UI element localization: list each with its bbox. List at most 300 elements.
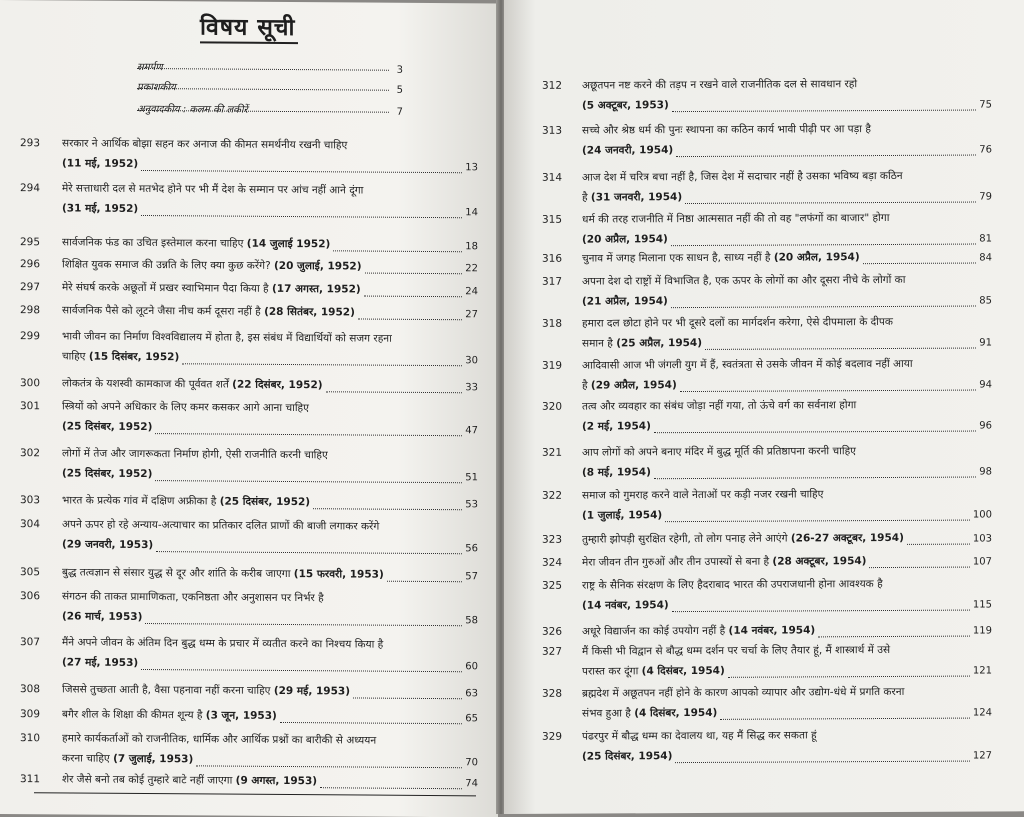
entry-date: (26 मार्च, 1953) <box>62 610 143 623</box>
leader-dots <box>676 155 976 158</box>
entry-date: (25 अप्रैल, 1954) <box>616 336 703 350</box>
entry-date: (4 दिसंबर, 1954) <box>641 664 725 678</box>
entry-line-text: समाज को गुमराह करने वाले नेताओं पर कड़ी नजर रखनी चाहिए <box>582 488 824 502</box>
entry-line-text: आज देश में चरित्र बचा नहीं है, जिस देश में सदाचार नहीं है उसका भविष्य बड़ा कठिन <box>582 169 903 184</box>
entry-date: (25 दिसंबर, 1952) <box>219 495 311 509</box>
entry-text <box>62 494 478 511</box>
leader-dots <box>685 202 976 205</box>
entry-line-text <box>62 610 142 623</box>
entry-last-line <box>62 683 478 700</box>
entry-text <box>582 315 992 351</box>
entry-number: 314 <box>542 171 563 184</box>
leader-dots <box>145 623 462 626</box>
entry-last-line <box>582 464 992 480</box>
entry-line-text: चाहिए (15 दिसंबर, 1952) <box>62 350 180 364</box>
entry-text <box>62 377 478 394</box>
entry-line-text: संगठन की ताकत प्रामाणिकता, एकनिष्ठता और अनुशासन पर निर्भर है <box>62 590 324 605</box>
entry-line-text: है (31 जनवरी, 1954) <box>582 191 683 204</box>
entry-number: 305 <box>20 566 41 579</box>
entry-date: (20 अप्रैल, 1954) <box>773 251 860 264</box>
entry-last-line <box>582 377 992 393</box>
leader-dots <box>869 567 969 569</box>
front-matter-item <box>137 79 403 97</box>
contents-entry <box>504 487 992 522</box>
entry-page-number: 74 <box>465 778 478 790</box>
entry-line-text <box>582 420 651 432</box>
entry-page-number: 100 <box>972 509 992 521</box>
entry-line-text <box>62 420 152 433</box>
contents-entry <box>504 250 992 265</box>
entry-line <box>582 357 992 379</box>
contents-entry <box>504 554 992 569</box>
entry-line-text: ब्रह्मदेश में अछूतपन नहीं होने के कारण आपको व्यापार और उद्योग-धंधे में प्रगति करना <box>582 685 905 700</box>
entry-line-text: हमारे कार्यकर्ताओं को राजनीतिक, धार्मिक और आर्थिक प्रश्नों का बारीकी से अध्ययन <box>62 732 377 747</box>
entry-date: (31 जनवरी, 1954) <box>590 191 683 204</box>
leader-dots <box>863 263 977 265</box>
entry-text <box>62 518 478 555</box>
entry-date: (1 जुलाई, 1954) <box>582 509 663 522</box>
front-matter-label: प्रकाशकीय <box>137 81 176 94</box>
entry-date: (11 मई, 1952) <box>62 157 139 170</box>
entry-line <box>582 77 992 99</box>
contents-entry <box>504 357 992 392</box>
entry-line <box>582 728 992 750</box>
entry-text <box>62 732 478 769</box>
entry-date: (25 दिसंबर, 1952) <box>62 467 153 481</box>
entry-text <box>62 683 478 700</box>
entry-number: 317 <box>542 275 563 288</box>
entry-number: 293 <box>20 137 41 150</box>
entry-number: 298 <box>20 304 41 317</box>
leader-dots <box>680 390 976 393</box>
entry-last-line <box>582 231 992 247</box>
entry-page-number: 60 <box>465 661 478 673</box>
entry-text <box>582 250 992 266</box>
entry-line-text: मेरा जीवन तीन गुरुओं और तीन उपास्यों से बना है (28 अक्टूबर, 1954) <box>582 555 867 569</box>
entry-line <box>582 444 992 466</box>
leader-dots <box>353 697 462 699</box>
entry-number: 294 <box>20 182 41 195</box>
entry-last-line <box>62 304 478 321</box>
entry-line-text: अधूरे विद्यार्जन का कोई उपयोग नहीं है (14 नवंबर, 1954) <box>582 624 816 638</box>
entry-line <box>582 315 992 337</box>
leader-dots <box>141 669 462 672</box>
entry-date: (17 अगस्त, 1952) <box>271 282 361 296</box>
entry-line-text: शिक्षित युवक समाज की उन्नति के लिए क्या कुछ करेंगे? (20 जुलाई, 1952) <box>62 258 362 273</box>
entry-line-text <box>582 295 668 307</box>
entry-line <box>582 685 992 707</box>
leader-dots <box>182 363 462 366</box>
leader-dots <box>137 68 389 71</box>
entry-line-text: चुनाव में जगह मिलाना एक साधन है, साध्य नहीं है (20 अप्रैल, 1954) <box>582 251 860 265</box>
entry-number: 318 <box>542 317 563 330</box>
entry-line-text: मैं किसी भी विद्वान से बौद्ध धम्म दर्शन पर चर्चा के लिए तैयार हूं, मैं शास्त्रार्थ में उसे <box>582 643 891 658</box>
entry-date: (29 अप्रैल, 1954) <box>590 379 677 392</box>
right-page <box>504 0 1024 814</box>
entry-line-text: परास्त कर दूंगा (4 दिसंबर, 1954) <box>582 664 725 678</box>
entry-text <box>582 444 992 480</box>
entry-line-text: सार्वजनिक पैसे को लूटने जैसा नीच कर्म दूसरा नहीं है (28 सितंबर, 1952) <box>62 304 355 319</box>
contents-entry <box>0 590 478 627</box>
entry-page-number: 65 <box>465 713 478 725</box>
contents-entry <box>0 447 478 484</box>
entry-page-number: 18 <box>465 241 478 253</box>
entry-date: (21 अप्रैल, 1954) <box>582 295 668 308</box>
entry-number: 326 <box>542 625 563 638</box>
contents-entry <box>504 273 992 308</box>
entry-last-line <box>582 335 992 351</box>
entry-page-number: 57 <box>465 571 478 583</box>
entry-line-text: अछूतपन नष्ट करने की तड़प न रखने वाले राजनीतिक दल से सावधान रहो <box>582 78 858 92</box>
entry-number: 321 <box>542 446 563 459</box>
entry-text <box>62 708 478 725</box>
contents-entry <box>0 281 478 298</box>
entry-number: 328 <box>542 687 563 700</box>
entry-last-line <box>62 202 478 219</box>
entry-page-number: 63 <box>465 688 478 700</box>
entry-line-text <box>62 467 152 480</box>
entry-line-text <box>62 202 138 215</box>
entry-date: (29 जनवरी, 1953) <box>62 538 154 552</box>
entry-line-text: करना चाहिए (7 जुलाई, 1953) <box>62 752 194 766</box>
contents-entry <box>0 566 478 583</box>
entry-date: (4 दिसंबर, 1954) <box>634 706 718 720</box>
entry-number: 308 <box>20 683 41 696</box>
leader-dots <box>365 273 463 275</box>
entry-page-number: 47 <box>465 425 478 437</box>
entry-page-number: 24 <box>465 286 478 298</box>
entry-last-line <box>582 250 992 266</box>
entry-last-line <box>582 97 992 113</box>
entry-text <box>582 685 992 721</box>
leader-dots <box>818 636 970 638</box>
contents-entry <box>504 211 992 246</box>
entry-last-line <box>62 656 478 673</box>
contents-entry <box>504 398 992 433</box>
entry-number: 320 <box>542 400 563 413</box>
entry-line <box>582 487 992 509</box>
contents-entry <box>504 643 992 678</box>
contents-entry <box>504 531 992 546</box>
entry-last-line <box>582 554 992 570</box>
leader-dots <box>654 431 976 434</box>
entry-date: (9 अगस्त, 1953) <box>235 774 318 788</box>
entry-number: 319 <box>542 359 563 372</box>
entry-date: (14 जुलाई 1952) <box>246 237 331 251</box>
entry-page-number: 124 <box>972 707 992 719</box>
entry-date: (20 अप्रैल, 1954) <box>582 233 668 246</box>
leader-dots <box>364 296 463 298</box>
entry-page-number: 76 <box>979 144 992 156</box>
entry-text <box>62 182 478 219</box>
contents-entry <box>504 685 992 720</box>
contents-entry <box>504 169 992 204</box>
contents-entry <box>0 304 478 321</box>
front-matter-page: 5 <box>396 84 403 96</box>
entry-text <box>62 236 478 253</box>
entry-last-line <box>582 531 992 547</box>
entry-date: (22 दिसंबर, 1952) <box>232 378 323 392</box>
entry-line <box>582 643 992 665</box>
entry-line-text <box>62 656 138 669</box>
entry-line-text: बुद्ध तत्वज्ञान से संसार युद्ध से दूर और शांति के करीब जाएगा (15 फरवरी, 1953) <box>62 566 384 581</box>
leader-dots <box>326 391 463 393</box>
entry-line-text: राष्ट्र के सैनिक संरक्षण के लिए हैदराबाद भारत की उपराजधानी होना आवश्यक है <box>582 578 883 592</box>
leader-dots <box>196 765 462 768</box>
leader-dots <box>672 110 977 113</box>
entry-page-number: 30 <box>465 355 478 367</box>
entry-page-number: 103 <box>972 533 992 545</box>
entry-line <box>582 398 992 420</box>
contents-entry <box>0 236 478 253</box>
entry-line-text <box>582 99 669 111</box>
entry-text <box>582 554 992 570</box>
entry-date: (24 जनवरी, 1954) <box>582 144 674 157</box>
contents-entry <box>504 577 992 612</box>
entry-number: 311 <box>20 773 41 786</box>
leader-dots <box>141 170 462 173</box>
entry-text <box>62 636 478 673</box>
entry-number: 322 <box>542 489 563 502</box>
entry-number: 323 <box>542 533 563 546</box>
entry-page-number: 107 <box>972 556 992 568</box>
entry-last-line <box>582 507 992 523</box>
entry-page-number: 27 <box>465 309 478 321</box>
entry-line-text: है (29 अप्रैल, 1954) <box>582 379 677 392</box>
entry-number: 297 <box>20 281 41 294</box>
contents-entry <box>0 518 478 555</box>
entry-number: 301 <box>20 400 41 413</box>
entry-page-number: 51 <box>465 472 478 484</box>
entry-date: (31 मई, 1952) <box>62 202 139 215</box>
entry-last-line <box>582 293 992 309</box>
leader-dots <box>728 676 970 678</box>
entry-page-number: 33 <box>465 382 478 394</box>
entry-line-text: भारत के प्रत्येक गांव में दक्षिण अफ्रीका है (25 दिसंबर, 1952) <box>62 494 311 509</box>
contents-entry <box>0 732 478 769</box>
entry-date: (20 जुलाई, 1952) <box>273 259 362 273</box>
entry-line-text: संभव हुआ है (4 दिसंबर, 1954) <box>582 706 718 720</box>
entry-date: (25 दिसंबर, 1954) <box>582 750 673 763</box>
entry-number: 327 <box>542 645 563 658</box>
leader-dots <box>155 480 462 483</box>
entry-text <box>62 773 478 790</box>
entry-text <box>582 577 992 613</box>
contents-entry <box>0 494 478 511</box>
entry-number: 304 <box>20 518 41 531</box>
entry-text <box>582 398 992 434</box>
entry-date: (27 मई, 1953) <box>62 656 139 669</box>
entry-line-text: सरकार ने आर्थिक बोझा सहन कर अनाज की कीमत समर्थनीय रखनी चाहिए <box>62 137 348 152</box>
entry-date: (2 मई, 1954) <box>582 420 651 433</box>
entry-date: (7 जुलाई, 1953) <box>113 752 194 766</box>
leader-dots <box>387 581 463 583</box>
entry-date: (26-27 अक्टूबर, 1954) <box>790 531 904 545</box>
contents-entry <box>0 636 478 673</box>
entry-text <box>62 590 478 627</box>
entry-page-number: 85 <box>979 295 992 307</box>
leader-dots <box>705 348 976 350</box>
entry-number: 299 <box>20 330 41 343</box>
entry-page-number: 14 <box>465 207 478 219</box>
left-page <box>0 0 498 817</box>
front-matter-label: समर्पण <box>137 61 163 74</box>
entry-page-number: 115 <box>972 599 992 611</box>
entry-date: (5 अक्टूबर, 1953) <box>582 99 669 112</box>
front-matter-page: 3 <box>396 64 403 76</box>
entry-line-text: लोकतंत्र के यशस्वी कामकाज की पूर्ववत शर्तें (22 दिसंबर, 1952) <box>62 377 323 392</box>
contents-entry <box>0 330 478 367</box>
entry-page-number: 79 <box>979 191 992 203</box>
entry-date: (14 नवंबर, 1954) <box>582 599 669 612</box>
entry-last-line <box>62 350 478 367</box>
entry-last-line <box>62 538 478 555</box>
front-matter-label: अनुवादकीय : कलम की लकीरें <box>137 103 248 116</box>
entry-line-text: पंढरपुर में बौद्ध धम्म का देवालय था, यह मैं सिद्ध कर सकता हूं <box>582 729 817 743</box>
entry-last-line <box>582 189 992 205</box>
entry-number: 325 <box>542 579 563 592</box>
entry-text <box>582 211 992 247</box>
entry-page-number: 58 <box>465 615 478 627</box>
contents-entry <box>0 683 478 700</box>
entry-line <box>582 577 992 599</box>
entry-number: 303 <box>20 494 41 507</box>
entry-page-number: 56 <box>465 543 478 555</box>
entry-line-text: तत्व और व्यवहार का संबंध जोड़ा नहीं गया, तो ऊंचे वर्ग का सर्वनाश होगा <box>582 399 857 413</box>
entry-line-text: आदिवासी आज भी जंगली युग में हैं, स्वतंत्रता से उसके जीवन में कोई बदलाव नहीं आया <box>582 357 913 372</box>
entry-number: 309 <box>20 708 41 721</box>
entry-page-number: 13 <box>465 162 478 174</box>
entry-last-line <box>62 258 478 275</box>
entry-line-text <box>582 233 668 245</box>
contents-entry <box>504 122 992 157</box>
entry-date: (14 नवंबर, 1954) <box>728 624 816 637</box>
entry-date: (29 मई, 1953) <box>273 684 350 698</box>
contents-entry <box>504 728 992 763</box>
entry-last-line <box>62 236 478 253</box>
contents-entry <box>0 377 478 394</box>
entry-line-text: जिससे तुच्छता आती है, वैसा पहनावा नहीं करना चाहिए (29 मई, 1953) <box>62 683 350 698</box>
entry-number: 312 <box>542 79 563 92</box>
entry-line-text <box>582 466 651 478</box>
entry-last-line <box>582 623 992 639</box>
entry-date: (15 फरवरी, 1953) <box>293 568 384 581</box>
entry-line-text: बगैर शील के शिक्षा की कीमत शून्य है (3 जून, 1953) <box>62 708 277 722</box>
entry-text <box>582 487 992 523</box>
entry-number: 295 <box>20 236 41 249</box>
entry-last-line <box>62 566 478 583</box>
entry-last-line <box>62 773 478 790</box>
entry-last-line <box>62 752 478 769</box>
entry-line-text: आप लोगों को अपने बनाए मंदिर में बुद्ध मूर्ति की प्रतिष्ठापना करनी चाहिए <box>582 445 856 459</box>
leader-dots <box>320 787 462 789</box>
entry-text <box>582 623 992 639</box>
entry-last-line <box>62 281 478 298</box>
entry-date: (25 दिसंबर, 1952) <box>62 420 153 434</box>
entry-last-line <box>62 494 478 511</box>
entry-line <box>582 122 992 144</box>
entry-last-line <box>62 467 478 484</box>
entry-line-text: शेर जैसे बनो तब कोई तुम्हारे बाटे नहीं जाएगा (9 अगस्त, 1953) <box>62 773 318 788</box>
entry-line-text <box>62 538 153 551</box>
entry-page-number: 127 <box>972 750 992 762</box>
contents-entry <box>0 773 478 790</box>
entry-page-number: 94 <box>979 379 992 391</box>
entry-page-number: 96 <box>979 420 992 432</box>
entry-line-text: मेरे संघर्ष करके अछूतों में प्रखर स्वाभिमान पैदा किया है (17 अगस्त, 1952) <box>62 281 361 296</box>
entry-last-line <box>582 418 992 434</box>
entry-last-line <box>62 420 478 437</box>
entry-last-line <box>62 157 478 174</box>
entry-number: 315 <box>542 213 563 226</box>
entry-text <box>582 122 992 158</box>
entry-line-text: समान है (25 अप्रैल, 1954) <box>582 336 703 350</box>
entry-line-text <box>582 144 673 156</box>
contents-entry <box>504 315 992 350</box>
leader-dots <box>907 544 970 545</box>
entry-text <box>62 281 478 298</box>
entry-line-text: मेरे सत्ताधारी दल से मतभेद होने पर भी मैं देश के सम्मान पर आंच नहीं आने दूंगा <box>62 182 364 197</box>
entry-text <box>582 643 992 679</box>
leader-dots <box>313 508 462 510</box>
entry-number: 324 <box>542 556 563 569</box>
contents-entry <box>0 258 478 275</box>
contents-entry <box>504 444 992 479</box>
entry-page-number: 119 <box>972 625 992 637</box>
leader-dots <box>141 215 462 218</box>
entry-date: (3 जून, 1953) <box>205 709 277 722</box>
entry-line-text: सार्वजनिक फंड का उचित इस्तेमाल करना चाहिए (14 जुलाई 1952) <box>62 236 331 251</box>
entry-line-text: अपने ऊपर हो रहे अन्याय-अत्याचार का प्रतिकार दलित प्राणों की बाजी लगाकर करेंगे <box>62 518 380 533</box>
entry-last-line <box>62 377 478 394</box>
entry-last-line <box>582 597 992 613</box>
entry-text <box>62 304 478 321</box>
leader-dots <box>665 520 970 523</box>
entry-page-number: 75 <box>979 99 992 111</box>
entry-number: 307 <box>20 636 41 649</box>
entry-number: 300 <box>20 377 41 390</box>
entry-line-text: अपना देश दो राष्ट्रों में विभाजित है, एक ऊपर के लोगों का और दूसरा नीचे के लोगों का <box>582 273 906 288</box>
leader-dots <box>720 718 970 720</box>
entry-page-number: 121 <box>972 665 992 677</box>
entry-text <box>582 169 992 205</box>
contents-entry <box>0 137 478 174</box>
contents-entry <box>0 708 478 725</box>
entry-line <box>582 169 992 191</box>
entry-page-number: 81 <box>979 233 992 245</box>
entry-text <box>582 728 992 764</box>
entry-text <box>582 531 992 547</box>
entry-line-text <box>62 157 138 170</box>
entry-last-line <box>582 142 992 158</box>
entry-number: 306 <box>20 590 41 603</box>
entry-date: (28 अक्टूबर, 1954) <box>772 555 867 568</box>
entry-text <box>582 273 992 309</box>
contents-entry <box>504 77 992 112</box>
leader-dots <box>333 250 462 252</box>
entry-line-text <box>582 750 672 762</box>
contents-entry <box>0 182 478 219</box>
entry-line-text <box>582 509 662 521</box>
entry-date: (28 सितंबर, 1952) <box>264 305 355 319</box>
entry-number: 329 <box>542 730 563 743</box>
entry-number: 310 <box>20 732 41 745</box>
leader-dots <box>654 477 976 480</box>
entry-last-line <box>582 705 992 721</box>
entry-line-text: हमारा दल छोटा होने पर भी दूसरे दलों का मार्गदर्शन करेगा, ऐसे दीपमाला के दीपक <box>582 315 893 330</box>
entry-line <box>582 211 992 233</box>
leader-dots <box>155 433 462 436</box>
